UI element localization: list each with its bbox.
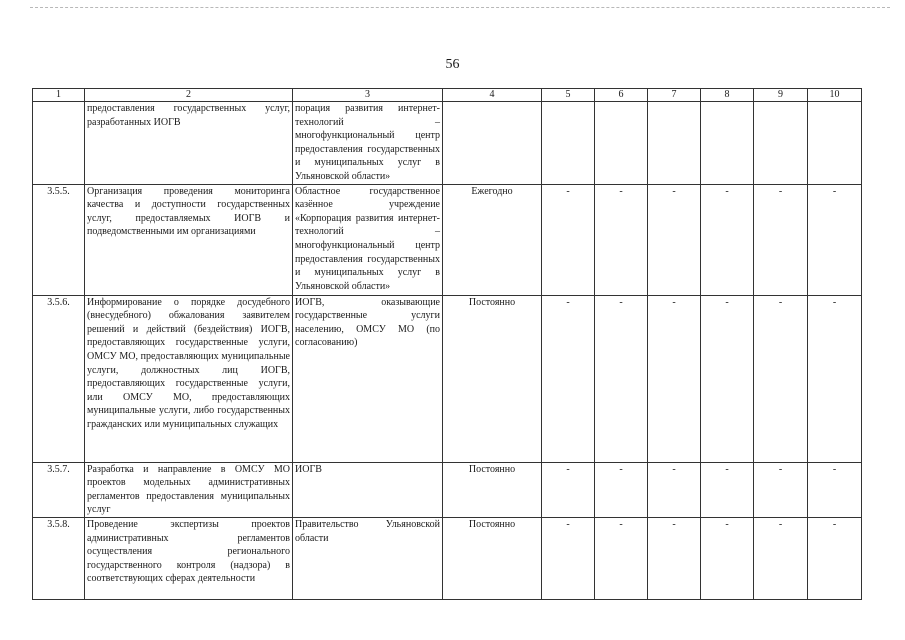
value-cell: - [542, 184, 595, 295]
value-cell: - [701, 295, 754, 462]
value-cell: - [754, 462, 808, 517]
value-cell: - [595, 462, 648, 517]
period-cell: Постоянно [443, 295, 542, 462]
value-cell [701, 102, 754, 185]
value-cell [754, 102, 808, 185]
row-number: 3.5.6. [33, 295, 85, 462]
value-cell: - [754, 295, 808, 462]
period-cell: Постоянно [443, 517, 542, 599]
value-cell [542, 102, 595, 185]
executor-cell: ИОГВ [293, 462, 443, 517]
column-header: 10 [808, 89, 862, 102]
column-header: 1 [33, 89, 85, 102]
activities-table [32, 88, 862, 600]
column-header: 9 [754, 89, 808, 102]
value-cell: - [648, 184, 701, 295]
row-number [33, 102, 85, 185]
executor-cell: Правительство Ульяновской области [293, 517, 443, 599]
table-header-row [33, 89, 862, 102]
value-cell: - [701, 517, 754, 599]
row-number: 3.5.8. [33, 517, 85, 599]
value-cell: - [754, 517, 808, 599]
value-cell: - [754, 184, 808, 295]
table-row [33, 517, 862, 599]
executor-cell: ИОГВ, оказывающие государственные услуги населению, ОМСУ МО (по согласованию) [293, 295, 443, 462]
value-cell: - [542, 462, 595, 517]
column-header: 8 [701, 89, 754, 102]
value-cell: - [808, 517, 862, 599]
column-header: 6 [595, 89, 648, 102]
value-cell: - [648, 295, 701, 462]
value-cell: - [808, 184, 862, 295]
table-row [33, 102, 862, 185]
value-cell [808, 102, 862, 185]
column-header: 2 [85, 89, 293, 102]
activity-cell: предоставления государственных услуг, разработанных ИОГВ [85, 102, 293, 185]
value-cell: - [648, 517, 701, 599]
period-cell: Постоянно [443, 462, 542, 517]
column-header: 3 [293, 89, 443, 102]
page-top-edge-line [30, 7, 890, 8]
table-row [33, 462, 862, 517]
value-cell: - [542, 295, 595, 462]
column-header: 7 [648, 89, 701, 102]
activity-cell: Разработка и направление в ОМСУ МО проектов модельных административных регламентов предоставления муниципальных услуг [85, 462, 293, 517]
value-cell: - [595, 295, 648, 462]
table-row [33, 184, 862, 295]
executor-cell: порация развития интернет-технологий – многофункциональный центр предоставления государственных и муниципальных услуг в Ульяновской области» [293, 102, 443, 185]
value-cell [648, 102, 701, 185]
activity-cell: Информирование о порядке досудебного (внесудебного) обжалования заявителем решений и действий (бездействия) ИОГВ, предоставляющих государственные услуги, ОМСУ МО, предоставляющих муниципальные услуги, должностных лиц ИОГВ, предоставляющих государственные услуги, или ОМСУ МО, предоставляющих муниципальные услуги, либо государственных гражданских или муниципальных служащих [85, 295, 293, 462]
activity-cell: Проведение экспертизы проектов административных регламентов осуществления регионального государственного контроля (надзора) в соответствующих сферах деятельности [85, 517, 293, 599]
page-number: 56 [445, 57, 460, 72]
value-cell: - [595, 517, 648, 599]
row-number: 3.5.7. [33, 462, 85, 517]
value-cell: - [808, 295, 862, 462]
executor-cell: Областное государственное казённое учреждение «Корпорация развития интернет-технологий – многофункциональный центр предоставления государственных и муниципальных услуг в Ульяновской области» [293, 184, 443, 295]
period-cell: Ежегодно [443, 184, 542, 295]
value-cell: - [808, 462, 862, 517]
value-cell: - [595, 184, 648, 295]
table-row [33, 295, 862, 462]
value-cell: - [542, 517, 595, 599]
column-header: 5 [542, 89, 595, 102]
value-cell: - [648, 462, 701, 517]
period-cell [443, 102, 542, 185]
row-number: 3.5.5. [33, 184, 85, 295]
activity-cell: Организация проведения мониторинга качества и доступности государственных услуг, предоставляемых ИОГВ и подведомственными им организациями [85, 184, 293, 295]
value-cell [595, 102, 648, 185]
value-cell: - [701, 462, 754, 517]
column-header: 4 [443, 89, 542, 102]
value-cell: - [701, 184, 754, 295]
